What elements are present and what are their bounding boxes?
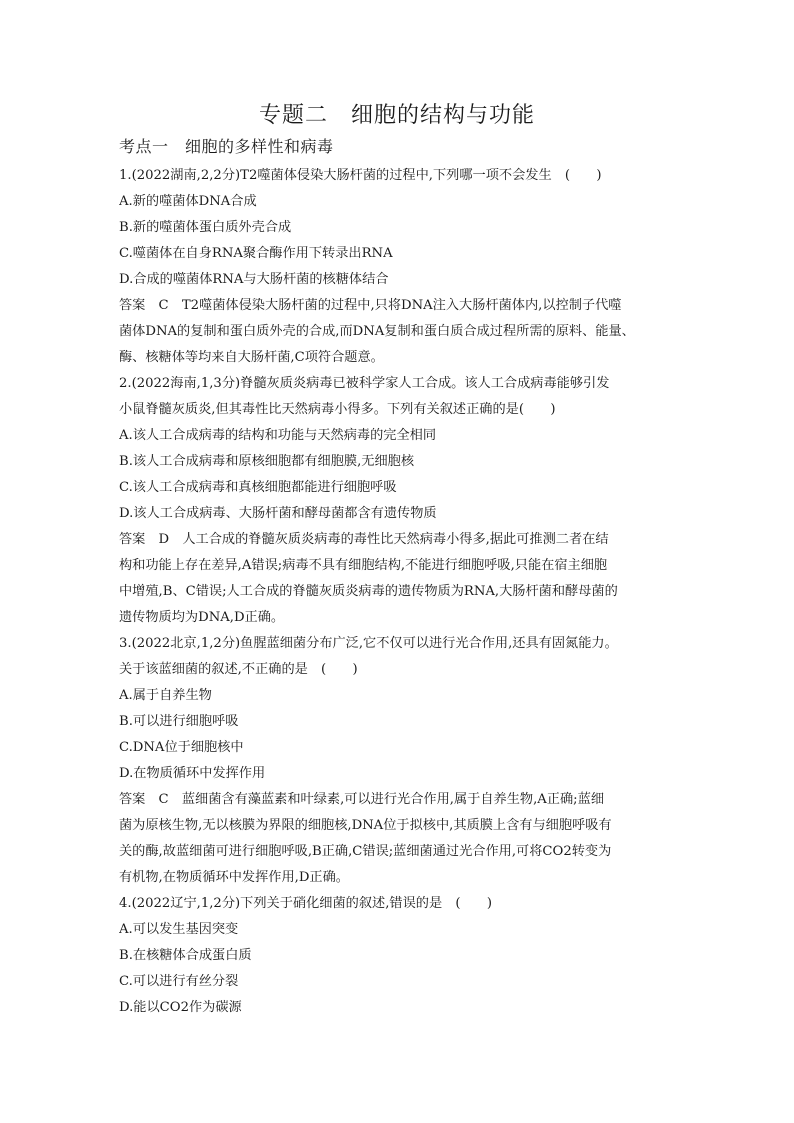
question-3-option-b: B.可以进行细胞呼吸 bbox=[119, 714, 239, 729]
question-2-stem-cont: 小鼠脊髓灰质炎,但其毒性比天然病毒小得多。下列有关叙述正确的是( ) bbox=[119, 402, 556, 417]
question-4-stem: 4.(2022辽宁,1,2分)下列关于硝化细菌的叙述,错误的是 ( ) bbox=[119, 896, 493, 911]
question-3-option-d: D.在物质循环中发挥作用 bbox=[119, 766, 266, 781]
question-content bbox=[119, 163, 679, 1021]
question-2-option-c: C.该人工合成病毒和真核细胞都能进行细胞呼吸 bbox=[119, 480, 397, 495]
question-3-option-c: C.DNA位于细胞核中 bbox=[119, 740, 244, 755]
question-1-option-d: D.合成的噬菌体RNA与大肠杆菌的核糖体结合 bbox=[119, 272, 389, 287]
question-3-stem: 3.(2022北京,1,2分)鱼腥蓝细菌分布广泛,它不仅可以进行光合作用,还具有固氮能力。 bbox=[119, 636, 618, 651]
question-4-option-b: B.在核糖体合成蛋白质 bbox=[119, 948, 252, 963]
question-1-stem: 1.(2022湖南,2,2分)T2噬菌体侵染大肠杆菌的过程中,下列哪一项不会发生 ( ) bbox=[119, 168, 602, 183]
question-1-answer-cont: 酶、核糖体等均来自大肠杆菌,C项符合题意。 bbox=[119, 350, 384, 365]
question-3-stem-cont: 关于该蓝细菌的叙述,不正确的是 ( ) bbox=[119, 662, 358, 677]
question-4-option-a: A.可以发生基因突变 bbox=[119, 922, 239, 937]
question-2-answer-cont: 中增殖,B、C错误;人工合成的脊髓灰质炎病毒的遗传物质为RNA,大肠杆菌和酵母菌的 bbox=[119, 584, 618, 599]
question-3-answer: 答案 C 蓝细菌含有藻蓝素和叶绿素,可以进行光合作用,属于自养生物,A正确;蓝细 bbox=[119, 792, 605, 807]
question-3-answer-cont: 菌为原核生物,无以核膜为界限的细胞核,DNA位于拟核中,其质膜上含有与细胞呼吸有 bbox=[119, 818, 612, 833]
question-2-option-b: B.该人工合成病毒和原核细胞都有细胞膜,无细胞核 bbox=[119, 454, 415, 469]
question-3-answer-cont: 关的酶,故蓝细菌可进行细胞呼吸,B正确,C错误;蓝细菌通过光合作用,可将CO2转变为 bbox=[119, 844, 612, 859]
question-2-option-a: A.该人工合成病毒的结构和功能与天然病毒的完全相同 bbox=[119, 428, 437, 443]
question-1-answer-cont: 菌体DNA的复制和蛋白质外壳的合成,而DNA复制和蛋白质合成过程所需的原料、能量、 bbox=[119, 324, 635, 339]
page-title: 专题二 细胞的结构与功能 bbox=[258, 103, 535, 128]
question-1-answer: 答案 C T2噬菌体侵染大肠杆菌的过程中,只将DNA注入大肠杆菌体内,以控制子代噬 bbox=[119, 298, 622, 313]
question-2-answer-cont: 遗传物质均为DNA,D正确。 bbox=[119, 610, 285, 625]
question-4-option-d: D.能以CO2作为碳源 bbox=[119, 1000, 242, 1015]
question-3-option-a: A.属于自养生物 bbox=[119, 688, 212, 703]
question-2-answer: 答案 D 人工合成的脊髓灰质炎病毒的毒性比天然病毒小得多,据此可推测二者在结 bbox=[119, 532, 609, 547]
question-2-answer-cont: 构和功能上存在差异,A错误;病毒不具有细胞结构,不能进行细胞呼吸,只能在宿主细胞 bbox=[119, 558, 608, 573]
question-1-option-a: A.新的噬菌体DNA合成 bbox=[119, 194, 257, 209]
question-1-option-b: B.新的噬菌体蛋白质外壳合成 bbox=[119, 220, 292, 235]
question-3-answer-cont: 有机物,在物质循环中发挥作用,D正确。 bbox=[119, 870, 349, 885]
question-2-stem: 2.(2022海南,1,3分)脊髓灰质炎病毒已被科学家人工合成。该人工合成病毒能够引发 bbox=[119, 376, 610, 391]
question-1-option-c: C.噬菌体在自身RNA聚合酶作用下转录出RNA bbox=[119, 246, 393, 261]
question-4-option-c: C.可以进行有丝分裂 bbox=[119, 974, 239, 989]
question-2-option-d: D.该人工合成病毒、大肠杆菌和酵母菌都含有遗传物质 bbox=[119, 506, 437, 521]
section-heading: 考点一 细胞的多样性和病毒 bbox=[119, 137, 334, 156]
